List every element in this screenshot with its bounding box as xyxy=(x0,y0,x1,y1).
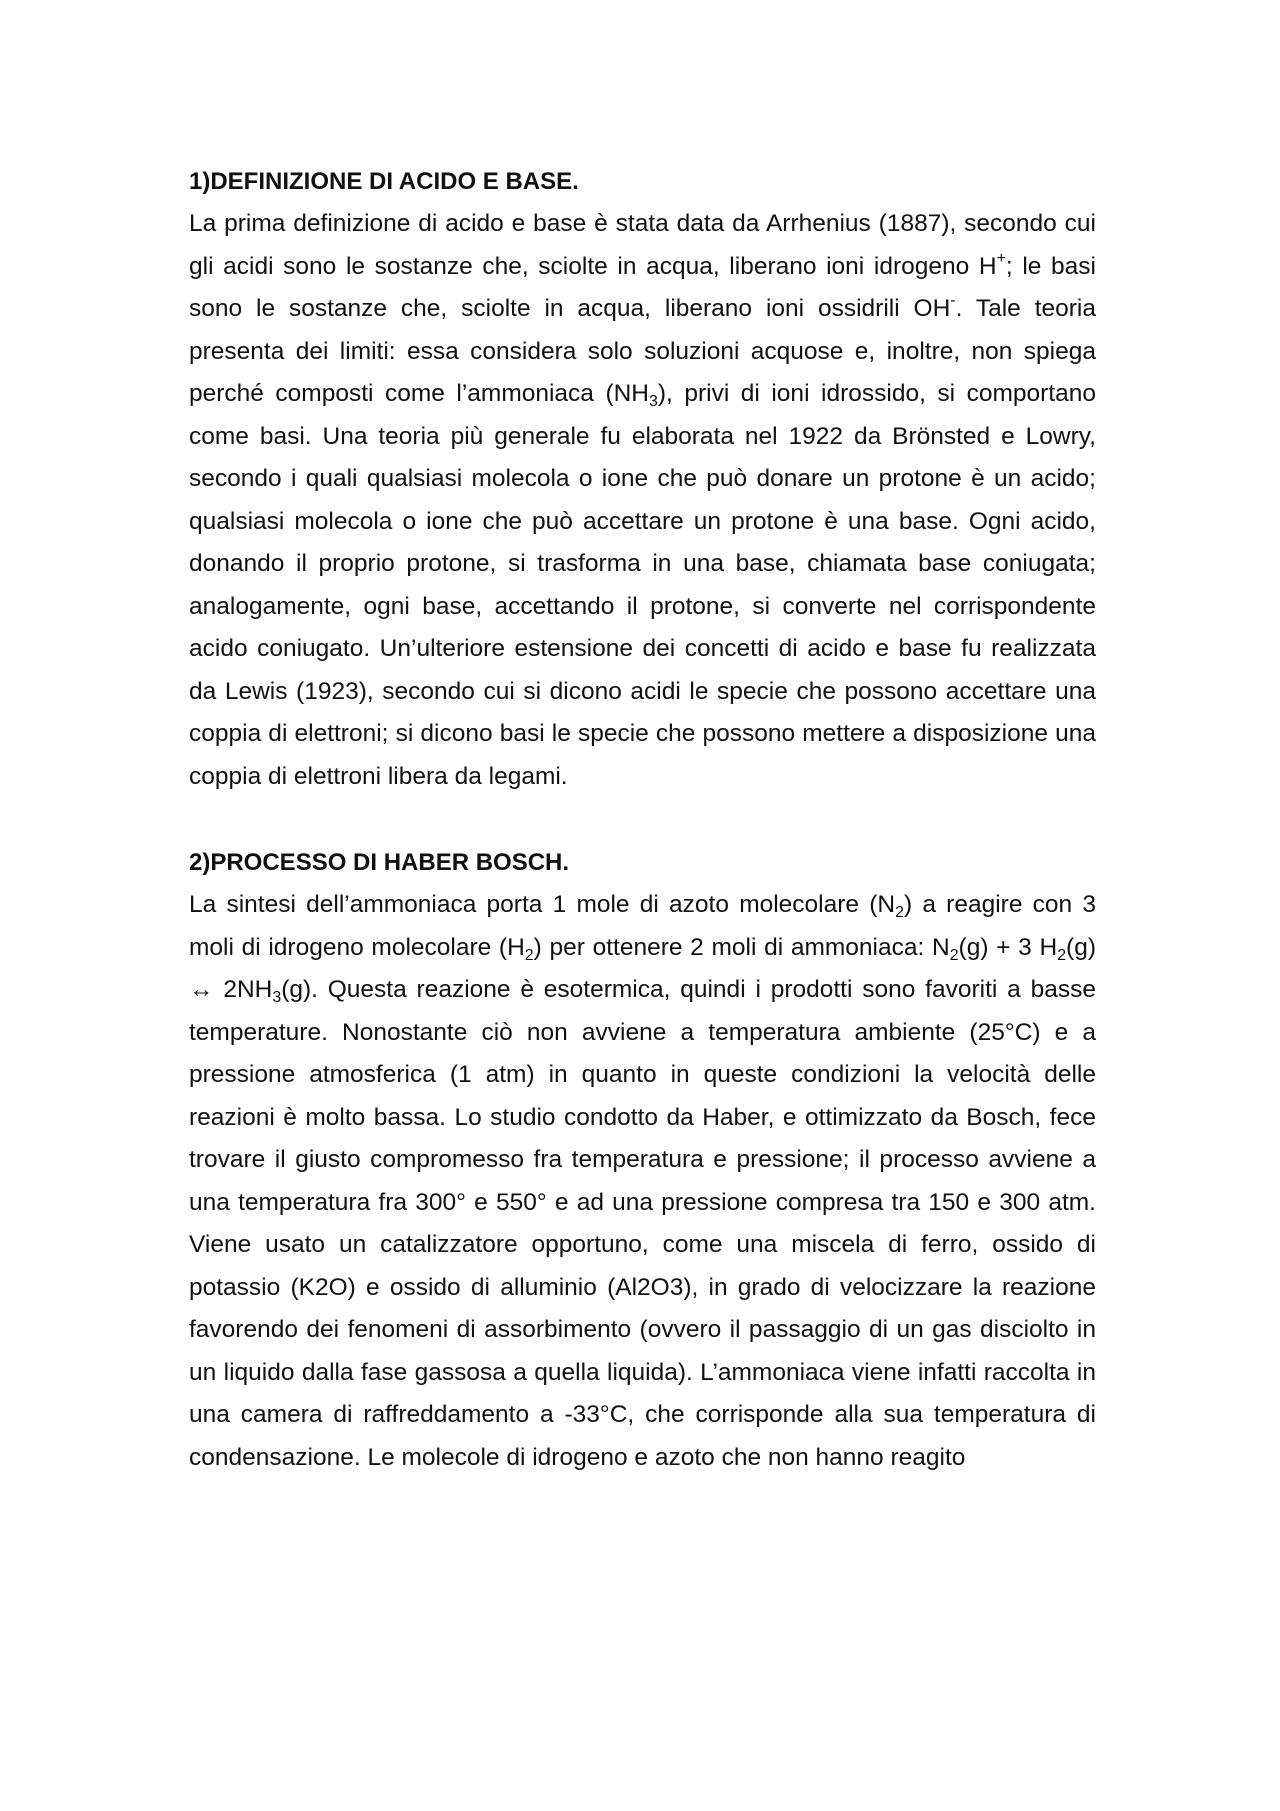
section-2-paragraph xyxy=(189,884,1096,1479)
section-gap xyxy=(189,798,1096,841)
subscript-text: 2 xyxy=(524,946,534,964)
subscript-text: 3 xyxy=(272,988,282,1006)
subscript-text: 2 xyxy=(895,903,904,921)
section-2-heading: 2)PROCESSO DI HABER BOSCH. xyxy=(189,849,570,876)
subscript-text: 2 xyxy=(1057,946,1067,964)
text-run: (g). Questa reazione è esotermica, quindi i prodotti sono favoriti a basse temperature. Nonostante ciò non avviene a temperatura ambiente (25°C) e a pressione atmosferica (1 atm) in quanto in queste condizioni la velocità delle reazioni è molto bassa. Lo studio condotto da Haber, e ottimizzato da Bosch, fece trovare il giusto compromesso fra temperatura e pressione; il processo avviene a una temperatura fra 300° e 550° e ad una pressione compresa tra 150 e 300 atm. Viene usato un catalizzatore opportuno, come una miscela di ferro, ossido di potassio (K2O) e ossido di alluminio (Al2O3), in grado di velocizzare la reazione favorendo dei fenomeni di assorbimento (ovvero il passaggio di un gas disciolto in un liquido dalla fase gassosa a quella liquida). L’ammoniaca viene infatti raccolta in una camera di raffreddamento a -33°C, che corrisponde alla sua temperatura di condensazione. Le molecole di idrogeno e azoto che non hanno reagito xyxy=(189,976,1096,1471)
text-run: ), privi di ioni idrossido, si comportano come basi. Una teoria più generale fu elaborata nel 1922 da Brönsted e Lowry, secondo i quali qualsiasi molecola o ione che può donare un protone è un acido; qualsiasi molecola o ione che può accettare un protone è una base. Ogni acido, donando il proprio protone, si trasforma in una base, chiamata base coniugata; analogamente, ogni base, accettando il protone, si converte nel corrispondente acido coniugato. Un’ulteriore estensione dei concetti di acido e base fu realizzata da Lewis (1923), secondo cui si dicono acidi le specie che possono accettare una coppia di elettroni; si dicono basi le specie che possono mettere a disposizione una coppia di elettroni libera da legami. xyxy=(189,380,1096,790)
text-run: ; le basi sono le sostanze che, sciolte in acqua, liberano ioni ossidrili OH xyxy=(189,252,1096,322)
text-run: (g) ↔ 2NH xyxy=(189,933,1096,1003)
section-1-heading: 1)DEFINIZIONE DI ACIDO E BASE. xyxy=(189,168,579,195)
text-run: (g) + 3 H xyxy=(958,933,1058,961)
section-1-paragraph xyxy=(189,203,1096,798)
text-run: La prima definizione di acido e base è stata data da Arrhenius (1887), secondo cui gli acidi sono le sostanze che, sciolte in acqua, liberano ioni idrogeno H xyxy=(189,210,1096,280)
subscript-text: 2 xyxy=(949,946,959,964)
text-run: La sintesi dell’ammoniaca porta 1 mole di azoto molecolare (N xyxy=(189,891,896,918)
text-run: ) per ottenere 2 moli di ammoniaca: N xyxy=(533,933,950,961)
superscript-text: + xyxy=(996,249,1006,267)
text-run: ) a reagire con 3 moli di idrogeno molecolare (H xyxy=(189,891,1097,961)
subscript-text: 3 xyxy=(649,392,658,410)
superscript-text: - xyxy=(950,291,956,309)
text-run: . Tale teoria presenta dei limiti: essa considera solo soluzioni acquose e, inoltre, non spiega perché composti come l’ammoniaca (NH xyxy=(189,295,1096,407)
document-page xyxy=(189,160,1096,1479)
